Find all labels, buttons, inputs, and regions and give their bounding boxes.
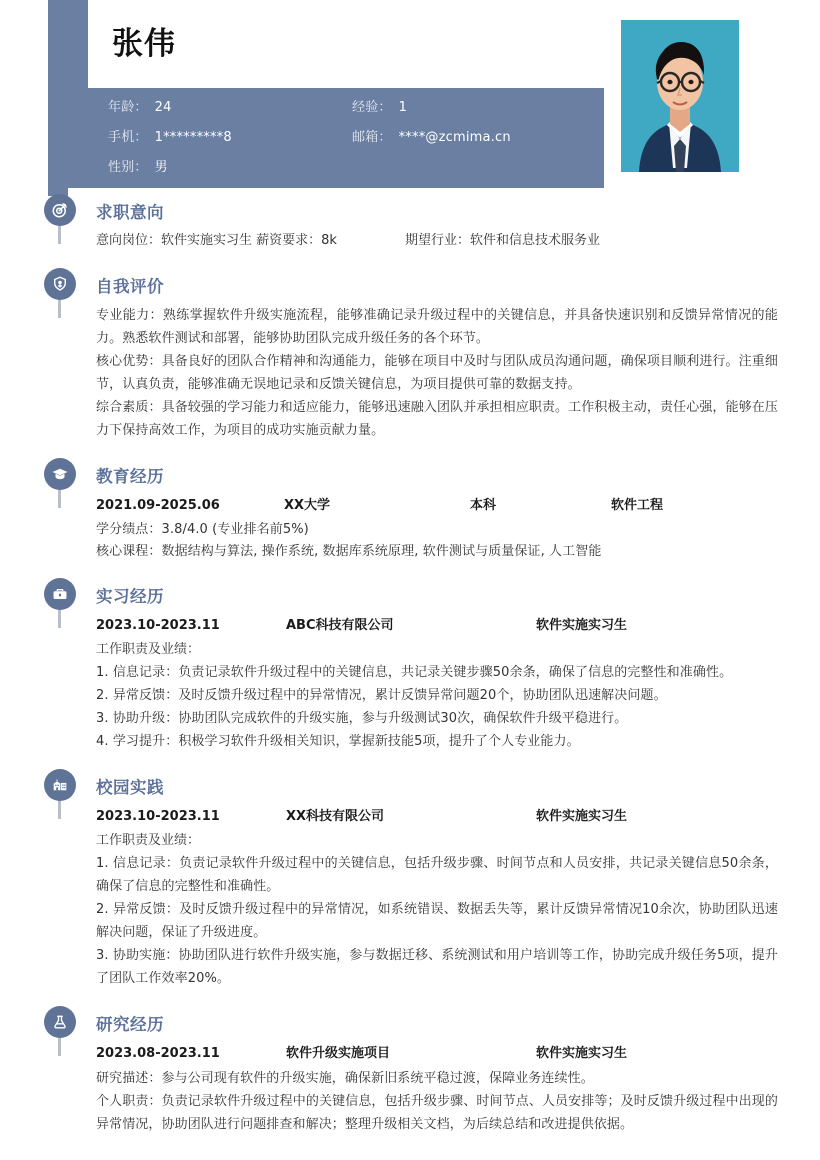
school-building-icon: [44, 769, 76, 801]
education-entry-header: [96, 494, 778, 518]
campus-duty-item: 2. 异常反馈：及时反馈升级过程中的异常情况，如系统错误、数据丢失等，累计反馈异常情况10余次，协助团队迅速解决问题，保证了升级进度。: [96, 902, 778, 940]
research-responsibility: 个人职责：负责记录软件升级过程中的关键信息，包括升级步骤、时间节点、人员安排等；及时反馈升级过程中出现的异常情况，协助团队进行问题排查和解决；整理升级相关文档，为后续总结和改进提供依据。: [96, 1094, 778, 1132]
contact-item-experience: [352, 96, 588, 115]
section-content-internship: [96, 614, 778, 767]
person-shield-icon: [44, 268, 76, 300]
internship-duty-item: 3. 协助升级：协助团队完成软件的升级实施，参与升级测试30次，确保软件升级平稳进行。: [96, 711, 628, 726]
timeline-rail: [58, 298, 61, 318]
evaluation-paragraph: 核心优势：具备良好的团队合作精神和沟通能力，能够在项目中及时与团队成员沟通问题，确保项目顺利进行。注重细节，认真负责，能够准确无误地记录和反馈关键信息，为项目提供可靠的数据支持。: [96, 354, 778, 392]
education-school: XX大学: [284, 498, 331, 513]
contact-label-experience: 经验：: [352, 100, 392, 115]
section-header-internship: [96, 576, 778, 614]
contact-label-gender: 性别：: [108, 160, 148, 175]
campus-duty-item: 1. 信息记录：负责记录软件升级过程中的关键信息，包括升级步骤、时间节点和人员安排，共记录关键信息50余条，确保了信息的完整性和准确性。: [96, 856, 778, 894]
job-intention-position-salary: 意向岗位：软件实施实习生 薪资要求：8k: [96, 233, 337, 248]
section-header-campus-practice: [96, 767, 778, 805]
campus-duty-item: 3. 协助实施：协助团队进行软件升级实施，参与数据迁移、系统测试和用户培训等工作，协助完成升级任务5项，提升了团队工作效率20%。: [96, 948, 778, 986]
briefcase-icon: [44, 578, 76, 610]
section-title: 研究经历: [96, 1015, 164, 1034]
campus-role: 软件实施实习生: [536, 809, 628, 824]
contact-item-age: [108, 96, 352, 115]
contact-item-gender: [108, 156, 352, 175]
campus-duties-label: 工作职责及业绩：: [96, 833, 201, 848]
section-education: [0, 456, 820, 576]
section-internship: [0, 576, 820, 767]
contact-value-experience: 1: [398, 100, 408, 115]
portrait-photo-icon: [621, 20, 739, 172]
section-title: 校园实践: [96, 778, 164, 797]
section-title: 求职意向: [96, 203, 164, 222]
internship-company: ABC科技有限公司: [286, 618, 394, 633]
section-job-intention: [0, 192, 820, 266]
timeline-rail: [58, 488, 61, 508]
internship-date: 2023.10-2023.11: [96, 618, 220, 633]
job-intention-industry: 期望行业：软件和信息技术服务业: [404, 233, 600, 248]
section-self-evaluation: [0, 266, 820, 456]
campus-date: 2023.10-2023.11: [96, 809, 220, 824]
research-date: 2023.08-2023.11: [96, 1046, 220, 1061]
internship-duties-label: 工作职责及业绩：: [96, 642, 201, 657]
internship-duty-item: 4. 学习提升：积极学习软件升级相关知识，掌握新技能5项，提升了个人专业能力。: [96, 734, 580, 749]
name-block: [88, 0, 604, 88]
section-content-campus-practice: [96, 805, 778, 1004]
research-entry-header: [96, 1042, 778, 1066]
campus-entry-header: [96, 805, 778, 829]
contact-value-email: ****@zcmima.cn: [398, 130, 511, 145]
education-major: 软件工程: [611, 498, 664, 513]
research-project: 软件升级实施项目: [286, 1046, 391, 1061]
resume-body: [0, 192, 820, 1160]
job-intention-row: [96, 230, 778, 252]
timeline-rail: [58, 1036, 61, 1056]
section-content-job-intention: [96, 230, 778, 266]
section-header-job-intention: [96, 192, 778, 230]
flask-icon: [44, 1006, 76, 1038]
education-date: 2021.09-2025.06: [96, 498, 220, 513]
section-header-education: [96, 456, 778, 494]
contact-item-email: [352, 126, 588, 145]
internship-duty-item: 1. 信息记录：负责记录软件升级过程中的关键信息，共记录关键步骤50余条，确保了信息的完整性和准确性。: [96, 665, 733, 680]
contact-item-phone: [108, 126, 352, 145]
contact-value-phone: 1*********8: [154, 130, 232, 145]
contact-value-age: 24: [154, 100, 172, 115]
section-title: 实习经历: [96, 587, 164, 606]
evaluation-paragraph: 专业能力：熟练掌握软件升级实施流程，能够准确记录升级过程中的关键信息，并具备快速识别和反馈异常情况的能力。熟悉软件测试和部署，能够协助团队完成升级任务的各个环节。: [96, 308, 778, 346]
education-degree: 本科: [470, 498, 497, 513]
timeline-rail: [58, 799, 61, 819]
section-research: [0, 1004, 820, 1150]
section-campus-practice: [0, 767, 820, 1004]
internship-role: 软件实施实习生: [536, 618, 628, 633]
section-title: 教育经历: [96, 467, 164, 486]
section-title: 自我评价: [96, 277, 164, 296]
section-content-research: [96, 1042, 778, 1150]
internship-entry-header: [96, 614, 778, 638]
graduation-cap-icon: [44, 458, 76, 490]
research-role: 软件实施实习生: [536, 1046, 628, 1061]
timeline-rail: [58, 608, 61, 628]
section-header-self-evaluation: [96, 266, 778, 304]
timeline-rail: [58, 224, 61, 244]
education-gpa: 学分绩点：3.8/4.0 (专业排名前5%): [96, 522, 309, 537]
research-description: 研究描述：参与公司现有软件的升级实施，确保新旧系统平稳过渡，保障业务连续性。: [96, 1071, 594, 1086]
contact-label-age: 年龄：: [108, 100, 148, 115]
target-icon: [44, 194, 76, 226]
evaluation-paragraph: 综合素质：具备较强的学习能力和适应能力，能够迅速融入团队并承担相应职责。工作积极主动，责任心强，能够在压力下保持高效工作，为项目的成功实施贡献力量。: [96, 400, 778, 438]
candidate-name: 张伟: [112, 25, 176, 62]
internship-duty-item: 2. 异常反馈：及时反馈升级过程中的异常情况，累计反馈异常问题20个，协助团队迅速解决问题。: [96, 688, 667, 703]
education-courses: 核心课程：数据结构与算法, 操作系统, 数据库系统原理, 软件测试与质量保证, 人工智能: [96, 543, 602, 559]
contact-grid: [108, 96, 588, 175]
contact-label-email: 邮箱：: [352, 130, 392, 145]
section-header-research: [96, 1004, 778, 1042]
avatar: [621, 20, 739, 172]
section-content-self-evaluation: [96, 304, 778, 456]
resume-header: [0, 0, 820, 192]
section-content-education: [96, 494, 778, 576]
campus-company: XX科技有限公司: [286, 809, 385, 824]
contact-value-gender: 男: [154, 160, 168, 175]
contact-label-phone: 手机：: [108, 130, 148, 145]
